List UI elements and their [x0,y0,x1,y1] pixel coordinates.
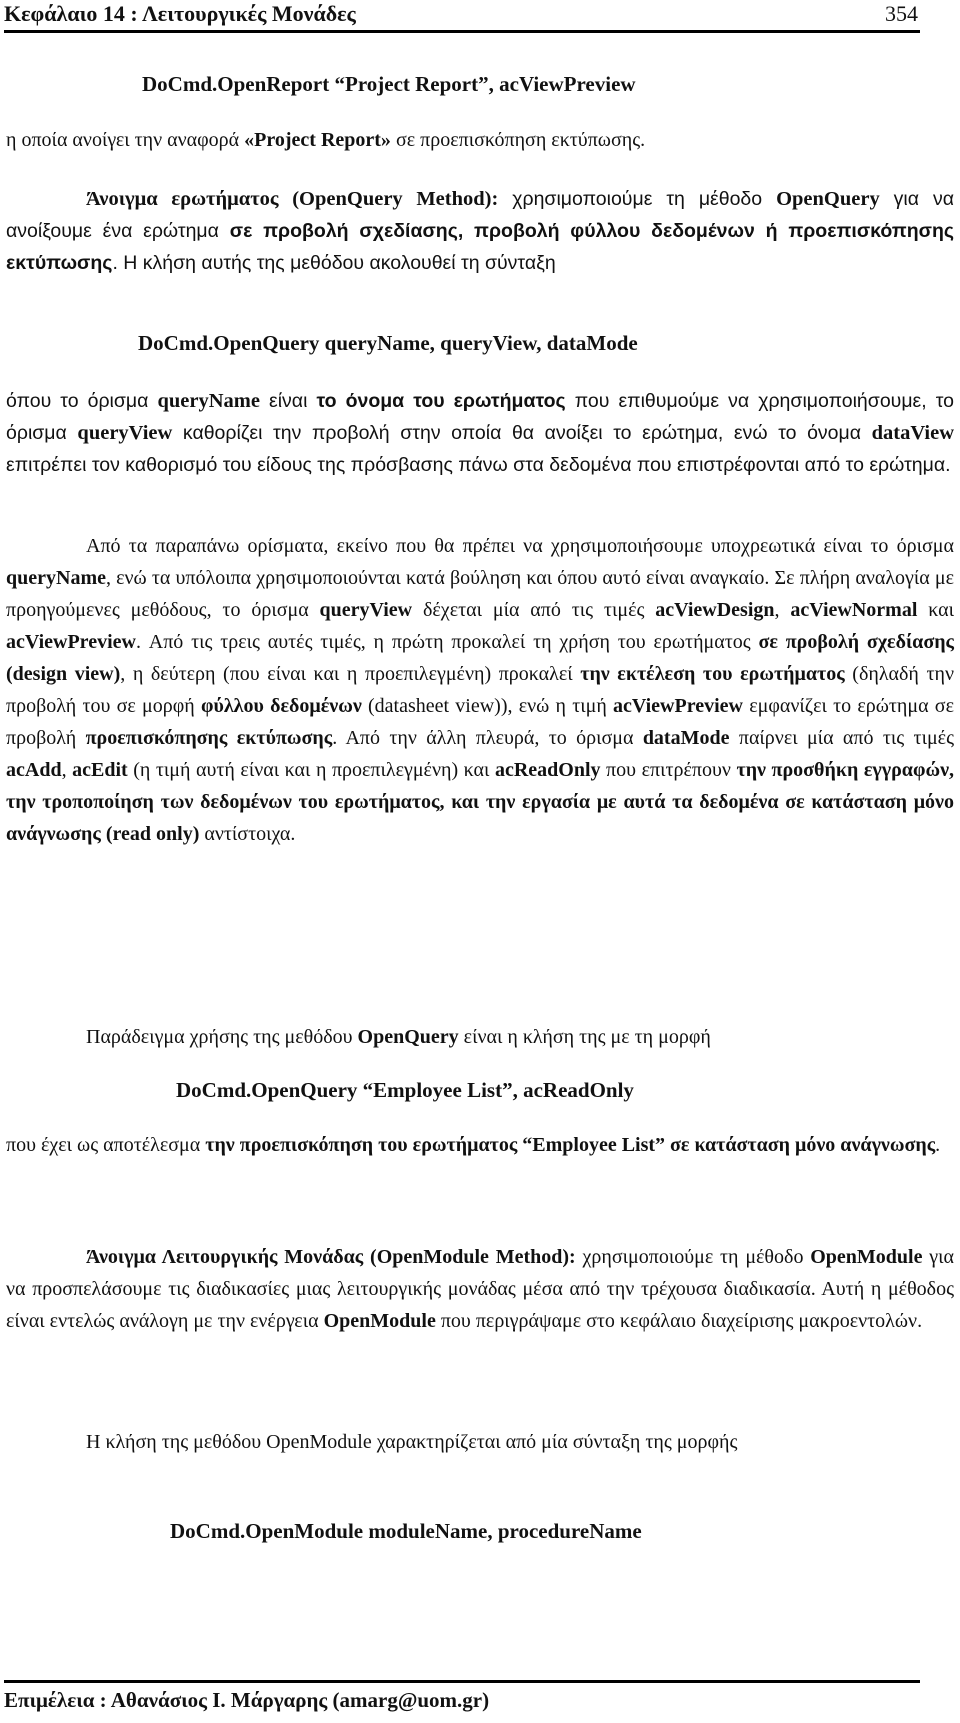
header-rule [4,30,920,33]
footer-credit: Επιμέλεια : Αθανάσιος Ι. Μάργαρης (amarg@uom.gr) [4,1688,490,1712]
paragraph-openquery-result: που έχει ως αποτέλεσμα την προεπισκόπηση του ερωτήματος “Employee List” σε κατάσταση μόνο ανάγνωσης. [6,1134,941,1156]
paragraph-openreport-desc: η οποία ανοίγει την αναφορά «Project Report» σε προεπισκόπηση εκτύπωσης. [6,129,646,151]
paragraph-openmodule-syntax: Η κλήση της μεθόδου OpenModule χαρακτηρίζεται από μία σύνταξη της μορφής [86,1431,738,1453]
paragraph-openquery-example: Παράδειγμα χρήσης της μεθόδου OpenQuery είναι η κλήση της με τη μορφή [86,1026,711,1048]
code-openmodule-syntax: DoCmd.OpenModule moduleName, procedureName [170,1519,642,1543]
page-footer [4,1680,920,1716]
page-header [4,0,920,34]
section-heading-openmodule: Άνοιγμα Λειτουργικής Μονάδας (OpenModule Method): [86,1246,576,1268]
chapter-title: Κεφάλαιο 14 : Λειτουργικές Μονάδες [4,1,356,26]
paragraph-openquery-args: όπου το όρισμα queryName είναι το όνομα του ερωτήματος που επιθυμούμε να χρησιμοποιήσουμε, το όρισμα queryView καθορίζει την προβολή στην οποία θα ανοίξει το ερώτημα, ενώ το όνομα dataView επιτρέπει τον καθορισμό του είδους της πρόσβασης πάνω στα δεδομένα που επιστρέφονται από το ερώτημα. [6,390,954,476]
footer-rule [4,1680,920,1683]
paragraph-openquery: Άνοιγμα ερωτήματος (OpenQuery Method): χρησιμοποιούμε τη μέθοδο OpenQuery για να ανοίξουμε ένα ερώτημα σε προβολή σχεδίασης, προβολή φύλλου δεδομένων ή προεπισκόπησης εκτύπωσης. Η κλήση αυτής της μεθόδου ακολουθεί τη σύνταξη [6,188,954,274]
code-openquery-syntax: DoCmd.OpenQuery queryName, queryView, dataMode [138,331,638,355]
paragraph-openmodule: Άνοιγμα Λειτουργικής Μονάδας (OpenModule Method): χρησιμοποιούμε τη μέθοδο OpenModule για να προσπελάσουμε τις διαδικασίες μιας λειτουργικής μονάδας μέσα από την τρέχουσα διαδικασία. Αυτή η μέθοδος είναι εντελώς ανάλογη με την ενέργεια OpenModule που περιγράψαμε στο κεφάλαιο διαχείρισης μακροεντολών. [6,1246,954,1332]
code-openreport: DoCmd.OpenReport “Project Report”, acViewPreview [142,72,636,96]
code-openquery-example: DoCmd.OpenQuery “Employee List”, acReadOnly [176,1078,634,1102]
paragraph-openquery-values: Από τα παραπάνω ορίσματα, εκείνο που θα πρέπει να χρησιμοποιήσουμε υποχρεωτικά είναι το όρισμα queryName, ενώ τα υπόλοιπα χρησιμοποιούνται κατά βούληση και όπου αυτό είναι αναγκαίο. Σε πλήρη αναλογία με προηγούμενες μεθόδους, το όρισμα queryView δέχεται μία από τις τιμές acViewDesign, acViewNormal και acViewPreview. Από τις τρεις αυτές τιμές, η πρώτη προκαλεί τη χρήση του ερωτήματος σε προβολή σχεδίασης (design view), η δεύτερη (που είναι και η προεπιλεγμένη) προκαλεί την εκτέλεση του ερωτήματος (δηλαδή την προβολή του σε μορφή φύλλου δεδομένων (datasheet view)), ενώ η τιμή acViewPreview εμφανίζει το ερώτημα σε προβολή προεπισκόπησης εκτύπωσης. Από την άλλη πλευρά, το όρισμα dataMode παίρνει μία από τις τιμές acAdd, acEdit (η τιμή αυτή είναι και η προεπιλεγμένη) και acReadOnly που επιτρέπουν την προσθήκη εγγραφών, την τροποποίηση των δεδομένων του ερωτήματος, και την εργασία με αυτά τα δεδομένα σε κατάσταση μόνο ανάγνωσης (read only) αντίστοιχα. [6,535,955,845]
section-heading-openquery: Άνοιγμα ερωτήματος (OpenQuery Method): [86,188,499,210]
page-number: 354 [885,1,918,26]
report-name: «Project Report» [244,129,391,151]
